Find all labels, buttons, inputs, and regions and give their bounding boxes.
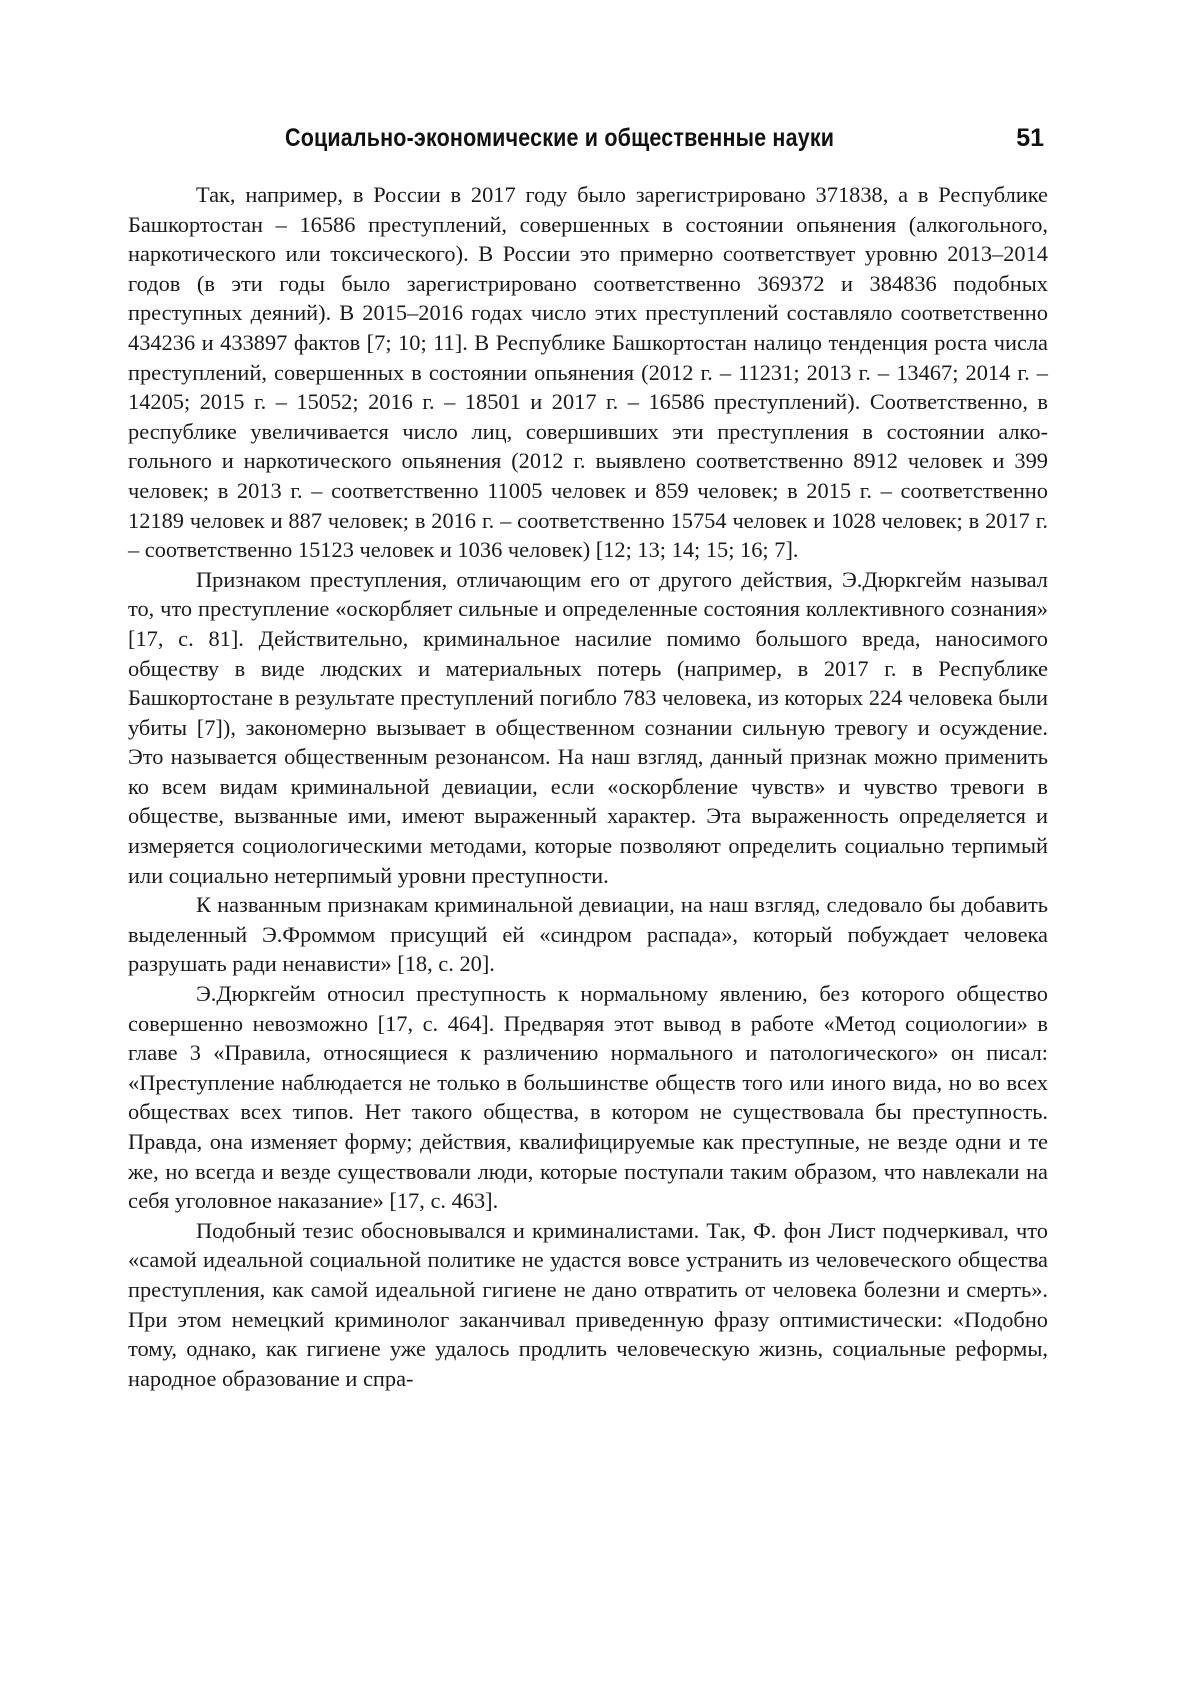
page-header — [128, 120, 1052, 160]
paragraph: Признаком преступления, отличающим его от другого действия, Э.Дюркгейм называл то, что преступление «оскорбляет сильные и определенные состояния коллективного сознания» [17, с. 81]. Действительно, криминальное насилие помимо большого вреда, наносимого обществу в виде людских и материальных потерь (например, в 2017 г. в Республике Башкортостане в результате преступлений погибло 783 человека, из которых 224 человека были убиты [7]), закономерно вызывает в общественном сознании сильную тревогу и осуждение. Это называется общественным резонансом. На наш взгляд, данный признак можно применить ко всем видам криминальной девиации, если «оскорбление чувств» и чувство тревоги в обществе, вызванные ими, имеют выраженный характер. Эта выраженность определяется и измеряется социологическими методами, которые позволяют определить социально терпимый или социально нетерпимый уровни преступности. — [128, 566, 1048, 888]
paragraph: К названным признакам криминальной девиации, на наш взгляд, следовало бы добавить выделенный Э.Фроммом присущий ей «синдром распада», который побуждает человека разрушать ради ненависти» [18, с. 20]. — [128, 892, 1048, 977]
paragraph: Э.Дюркгейм относил преступность к нормальному явлению, без которого общество совершенно невозможно [17, с. 464]. Предваряя этот вывод в работе «Метод социологии» в главе 3 «Правила, относящиеся к различению нормального и патологического» он писал: «Преступление наблюдается не только в большинстве обществ того или иного вида, но во всех обществах всех типов. Нет такого общества, в котором не существовала бы преступность. Правда, она изменяет форму; действия, квалифицируемые как преступные, не везде одни и те же, но всегда и везде существовали люди, которые поступали таким образом, что навлекали на себя уголовное наказание» [17, с. 463]. — [128, 981, 1048, 1214]
paragraph: Подобный тезис обосновывался и криминалистами. Так, Ф. фон Лист подчеркивал, что «самой идеальной социальной политике не удастся вовсе устранить из человеческого общества преступления, как самой идеальной гигиене не дано отвратить от человека болезни и смерть». При этом немецкий криминолог заканчивал приведенную фразу оптимистически: «Подобно тому, однако, как гигиене уже удалось продлить человеческую жизнь, социальные реформы, народное образование и спра- — [128, 1217, 1048, 1391]
body-text — [128, 180, 1048, 1393]
running-title: Социально-экономические и общественные науки — [285, 124, 835, 152]
page-number: 51 — [1016, 124, 1044, 152]
paragraph: Так, например, в России в 2017 году было зарегистрировано 371838, а в Республике Башкортостан – 16586 преступлений, совершенных в состоянии опьянения (алкогольного, наркотического или токсического). В России это примерно соответствует уровню 2013–2014 годов (в эти годы было зарегистрировано соответственно 369372 и 384836 подобных преступных деяний). В 2015–2016 годах число этих преступлений составляло соответственно 434236 и 433897 фактов [7; 10; 11]. В Республике Башкортостан налицо тенденция роста числа преступлений, совершенных в состоянии опьянения (2012 г. – 11231; 2013 г. – 13467; 2014 г. – 14205; 2015 г. – 15052; 2016 г. – 18501 и 2017 г. – 16586 преступлений). Соответственно, в республике увеличивается число лиц, совершивших эти преступления в состоянии алкогольного и наркотического опьянения (2012 г. выявлено соответственно 8912 человек и 399 человек; в 2013 г. – соответственно 11005 человек и 859 человек; в 2015 г. – соответственно 12189 человек и 887 человек; в 2016 г. – соответственно 15754 человек и 1028 человек; в 2017 г. – соответственно 15123 человек и 1036 человек) [12; 13; 14; 15; 16; 7]. — [128, 182, 1048, 563]
